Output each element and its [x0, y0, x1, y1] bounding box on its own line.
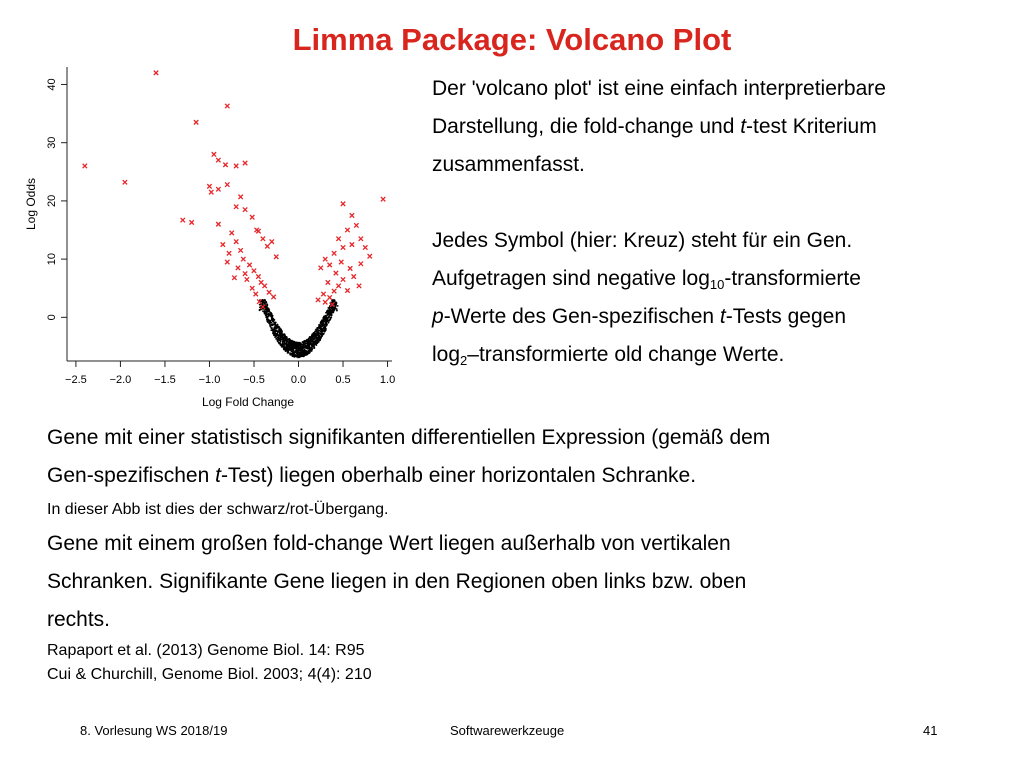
- nonsignificant-gene-point: [305, 346, 307, 348]
- significant-gene-cross: [354, 223, 358, 227]
- nonsignificant-gene-point: [299, 344, 301, 346]
- nonsignificant-gene-point: [288, 339, 290, 341]
- note-line: In dieser Abb ist dies der schwarz/rot-Übergang.: [47, 501, 389, 518]
- significant-gene-cross: [254, 292, 258, 296]
- nonsignificant-gene-point: [318, 325, 320, 327]
- nonsignificant-gene-point: [273, 334, 275, 336]
- spacer: [432, 184, 886, 222]
- footer-course: Softwarewerkzeuge: [450, 723, 565, 738]
- nonsignificant-gene-point: [332, 301, 334, 303]
- significant-gene-cross: [236, 266, 240, 270]
- nonsignificant-gene-point: [309, 352, 311, 354]
- slide-title: Limma Package: Volcano Plot: [292, 22, 732, 57]
- symbols-line-1: Jedes Symbol (hier: Kreuz) steht für ein Gen.: [432, 229, 853, 252]
- nonsignificant-gene-point: [330, 317, 332, 319]
- nonsignificant-gene-point: [289, 348, 291, 350]
- significant-gene-cross: [216, 222, 220, 226]
- significant-gene-cross: [181, 218, 185, 222]
- x-tick-label: −1.5: [154, 374, 176, 386]
- nonsignificant-gene-point: [283, 348, 285, 350]
- nonsignificant-gene-point: [304, 354, 306, 356]
- significant-gene-cross: [123, 180, 127, 184]
- nonsignificant-gene-point: [313, 333, 315, 335]
- nonsignificant-gene-point: [308, 341, 310, 343]
- significant-gene-cross: [207, 184, 211, 188]
- significant-gene-cross: [341, 202, 345, 206]
- x-tick-label: −2.5: [65, 374, 87, 386]
- nonsignificant-gene-point: [332, 307, 334, 309]
- nonsignificant-gene-point: [324, 318, 326, 320]
- reference-2: Cui & Churchill, Genome Biol. 2003; 4(4): 210: [47, 666, 372, 683]
- nonsignificant-gene-point: [331, 313, 333, 315]
- nonsignificant-gene-point: [291, 353, 293, 355]
- nonsignificant-gene-point: [310, 341, 312, 343]
- significant-gene-cross: [341, 277, 345, 281]
- nonsignificant-gene-point: [277, 332, 279, 334]
- intro-line-1: Der 'volcano plot' ist eine einfach interpretierbare: [432, 77, 886, 100]
- reference-1: Rapaport et al. (2013) Genome Biol. 14: R95: [47, 642, 365, 659]
- nonsignificant-gene-point: [321, 328, 323, 330]
- significant-gene-cross: [265, 244, 269, 248]
- nonsignificant-gene-point: [316, 332, 318, 334]
- significant-gene-cross: [225, 260, 229, 264]
- nonsignificant-gene-point: [259, 309, 261, 311]
- nonsignificant-gene-point: [269, 321, 271, 323]
- nonsignificant-gene-point: [292, 348, 294, 350]
- nonsignificant-gene-point: [271, 329, 273, 331]
- nonsignificant-gene-point: [276, 336, 278, 338]
- y-tick-label: 20: [46, 194, 58, 208]
- significant-gene-cross: [321, 292, 325, 296]
- nonsignificant-gene-point: [315, 342, 317, 344]
- nonsignificant-gene-point: [295, 342, 297, 344]
- significant-gene-cross: [243, 271, 247, 275]
- nonsignificant-gene-point: [279, 337, 281, 339]
- significant-gene-cross: [359, 262, 363, 266]
- nonsignificant-gene-point: [270, 312, 272, 314]
- symbols-line-2: Aufgetragen sind negative $\log_{10}$-transformierte: [432, 267, 861, 292]
- significant-gene-cross: [216, 158, 220, 162]
- significant-gene-cross: [234, 239, 238, 243]
- significant-gene-cross: [234, 164, 238, 168]
- nonsignificant-gene-point: [330, 311, 332, 313]
- nonsignificant-gene-point: [301, 347, 303, 349]
- significant-gene-cross: [238, 195, 242, 199]
- significant-gene-cross: [245, 277, 249, 281]
- significant-gene-cross: [339, 260, 343, 264]
- nonsignificant-gene-point: [298, 356, 300, 358]
- nonsignificant-gene-point: [294, 345, 296, 347]
- nonsignificant-gene-point: [270, 326, 272, 328]
- nonsignificant-gene-point: [286, 348, 288, 350]
- nonsignificant-gene-point: [266, 318, 268, 320]
- nonsignificant-gene-point: [270, 324, 272, 326]
- intro-line-3: zusammenfasst.: [432, 153, 585, 176]
- nonsignificant-gene-point: [311, 346, 313, 348]
- nonsignificant-gene-point: [299, 342, 301, 344]
- nonsignificant-gene-point: [303, 350, 305, 352]
- nonsignificant-gene-point: [300, 353, 302, 355]
- nonsignificant-gene-point: [266, 309, 268, 311]
- nonsignificant-gene-point: [267, 316, 269, 318]
- gene-sig-line-1: Gene mit einer statistisch signifikanten differentiellen Expression (gemäß dem: [47, 426, 771, 449]
- nonsignificant-gene-point: [280, 329, 282, 331]
- significant-gene-cross: [256, 229, 260, 233]
- nonsignificant-gene-point: [313, 341, 315, 343]
- x-tick-label: 1.0: [379, 374, 396, 386]
- nonsignificant-gene-point: [297, 349, 299, 351]
- gene-fc-line-3: rechts.: [47, 608, 111, 631]
- nonsignificant-gene-point: [303, 346, 305, 348]
- nonsignificant-gene-point: [314, 344, 316, 346]
- significant-gene-cross: [212, 152, 216, 156]
- nonsignificant-gene-point: [317, 339, 319, 341]
- nonsignificant-gene-point: [305, 343, 307, 345]
- nonsignificant-gene-point: [332, 312, 334, 314]
- nonsignificant-gene-point: [268, 309, 270, 311]
- nonsignificant-gene-point: [309, 347, 311, 349]
- symbols-line-3: p-Werte des Gen-spezifischen t-Tests gegen: [432, 305, 847, 328]
- nonsignificant-gene-point: [273, 332, 275, 334]
- nonsignificant-gene-point: [272, 324, 274, 326]
- significant-gene-cross: [336, 284, 340, 288]
- nonsignificant-gene-point: [283, 341, 285, 343]
- significant-gene-cross: [252, 269, 256, 273]
- nonsignificant-gene-point: [279, 342, 281, 344]
- nonsignificant-gene-point: [321, 320, 323, 322]
- significant-gene-cross: [270, 239, 274, 243]
- nonsignificant-gene-point: [291, 346, 293, 348]
- nonsignificant-gene-point: [310, 349, 312, 351]
- nonsignificant-gene-point: [268, 314, 270, 316]
- explanation-text-block: [47, 419, 770, 687]
- nonsignificant-gene-point: [303, 351, 305, 353]
- nonsignificant-gene-point: [314, 338, 316, 340]
- gene-fc-line-2: Schranken. Signifikante Gene liegen in den Regionen oben links bzw. oben: [47, 570, 747, 593]
- nonsignificant-gene-point: [273, 319, 275, 321]
- nonsignificant-gene-point: [307, 344, 309, 346]
- nonsignificant-gene-point: [275, 322, 277, 324]
- nonsignificant-gene-point: [267, 321, 269, 323]
- significant-gene-cross: [262, 284, 266, 288]
- significant-gene-cross: [326, 280, 330, 284]
- significant-gene-cross: [368, 254, 372, 258]
- nonsignificant-gene-point: [298, 351, 300, 353]
- nonsignificant-gene-point: [285, 345, 287, 347]
- symbols-line-4: $\log_2$–transformierte old change Werte.: [432, 343, 785, 368]
- nonsignificant-gene-point: [321, 323, 323, 325]
- nonsignificant-gene-point: [310, 338, 312, 340]
- nonsignificant-gene-point: [319, 327, 321, 329]
- nonsignificant-gene-point: [287, 351, 289, 353]
- significant-gene-cross: [381, 197, 385, 201]
- nonsignificant-gene-point: [266, 303, 268, 305]
- nonsignificant-gene-point: [295, 350, 297, 352]
- nonsignificant-gene-point: [318, 341, 320, 343]
- gene-fc-line-1: Gene mit einem großen fold-change Wert liegen außerhalb von vertikalen: [47, 532, 731, 555]
- nonsignificant-gene-point: [313, 335, 315, 337]
- significant-gene-cross: [350, 213, 354, 217]
- nonsignificant-gene-point: [265, 301, 267, 303]
- volcano-plot: [18, 58, 408, 410]
- nonsignificant-gene-point: [274, 324, 276, 326]
- nonsignificant-gene-point: [319, 336, 321, 338]
- nonsignificant-gene-point: [303, 343, 305, 345]
- x-axis-label: Log Fold Change: [201, 395, 295, 409]
- nonsignificant-gene-point: [275, 330, 277, 332]
- significant-gene-cross: [319, 266, 323, 270]
- significant-gene-cross: [341, 245, 345, 249]
- significant-gene-cross: [348, 266, 352, 270]
- significant-gene-cross: [323, 300, 327, 304]
- x-tick-label: 0.5: [335, 374, 351, 386]
- nonsignificant-gene-point: [312, 336, 314, 338]
- nonsignificant-gene-point: [312, 346, 314, 348]
- x-tick-label: −0.5: [243, 374, 265, 386]
- nonsignificant-gene-point: [334, 299, 336, 301]
- nonsignificant-gene-point: [307, 338, 309, 340]
- significant-gene-cross: [256, 274, 260, 278]
- significant-gene-cross: [350, 242, 354, 246]
- significant-gene-cross: [154, 71, 158, 75]
- significant-gene-cross: [323, 257, 327, 261]
- significant-gene-cross: [216, 187, 220, 191]
- significant-gene-cross: [247, 263, 251, 267]
- y-tick-label: 10: [46, 252, 58, 266]
- y-axis-label: Log Odds: [24, 177, 38, 231]
- nonsignificant-gene-point: [325, 316, 327, 318]
- significant-gene-cross: [194, 120, 198, 124]
- footer-page-number: 41: [923, 723, 938, 738]
- gene-sig-line-2: Gen-spezifischen t-Test) liegen oberhalb einer horizontalen Schranke.: [47, 464, 697, 487]
- nonsignificant-gene-point: [285, 343, 287, 345]
- nonsignificant-gene-point: [326, 318, 328, 320]
- nonsignificant-gene-point: [290, 340, 292, 342]
- nonsignificant-gene-point: [293, 352, 295, 354]
- nonsignificant-gene-point: [269, 311, 271, 313]
- significant-gene-cross: [316, 298, 320, 302]
- nonsignificant-gene-point: [303, 341, 305, 343]
- significant-gene-cross: [345, 228, 349, 232]
- significant-gene-cross: [352, 274, 356, 278]
- nonsignificant-gene-point: [320, 332, 322, 334]
- significant-gene-cross: [234, 205, 238, 209]
- y-tick-label: 0: [46, 314, 58, 321]
- significant-gene-cross: [357, 284, 361, 288]
- nonsignificant-gene-point: [317, 328, 319, 330]
- nonsignificant-gene-point: [277, 339, 279, 341]
- significant-gene-cross: [223, 163, 227, 167]
- nonsignificant-gene-point: [321, 326, 323, 328]
- significant-gene-cross: [250, 286, 254, 290]
- nonsignificant-gene-point: [282, 344, 284, 346]
- nonsignificant-gene-point: [291, 350, 293, 352]
- significant-gene-cross: [221, 242, 225, 246]
- nonsignificant-gene-point: [278, 330, 280, 332]
- nonsignificant-gene-point: [264, 299, 266, 301]
- nonsignificant-gene-point: [271, 316, 273, 318]
- nonsignificant-gene-point: [326, 323, 328, 325]
- significant-gene-cross: [327, 263, 331, 267]
- significant-gene-cross: [261, 237, 265, 241]
- significant-gene-cross: [227, 251, 231, 255]
- nonsignificant-gene-point: [259, 306, 261, 308]
- nonsignificant-gene-point: [279, 335, 281, 337]
- nonsignificant-gene-point: [275, 326, 277, 328]
- footer-lecture: 8. Vorlesung WS 2018/19: [80, 723, 228, 738]
- nonsignificant-gene-point: [297, 345, 299, 347]
- nonsignificant-gene-point: [275, 333, 277, 335]
- significant-gene-cross: [332, 289, 336, 293]
- nonsignificant-gene-point: [271, 327, 273, 329]
- significant-gene-cross: [243, 161, 247, 165]
- x-tick-label: −2.0: [109, 374, 132, 386]
- significant-gene-cross: [238, 248, 242, 252]
- nonsignificant-gene-point: [271, 318, 273, 320]
- nonsignificant-gene-point: [323, 326, 325, 328]
- intro-text-block: [432, 70, 886, 374]
- nonsignificant-gene-point: [325, 328, 327, 330]
- nonsignificant-gene-point: [302, 355, 304, 357]
- nonsignificant-gene-point: [265, 313, 267, 315]
- nonsignificant-gene-point: [290, 342, 292, 344]
- nonsignificant-gene-point: [287, 346, 289, 348]
- significant-gene-cross: [274, 255, 278, 259]
- nonsignificant-gene-point: [337, 305, 339, 307]
- significant-gene-cross: [334, 271, 338, 275]
- nonsignificant-gene-point: [289, 345, 291, 347]
- nonsignificant-gene-point: [284, 336, 286, 338]
- y-tick-label: 40: [46, 78, 58, 91]
- nonsignificant-gene-point: [315, 329, 317, 331]
- nonsignificant-gene-point: [300, 348, 302, 350]
- nonsignificant-gene-point: [328, 313, 330, 315]
- nonsignificant-gene-point: [280, 331, 282, 333]
- nonsignificant-gene-point: [261, 300, 263, 302]
- significant-gene-cross: [267, 290, 271, 294]
- nonsignificant-gene-point: [295, 355, 297, 357]
- nonsignificant-gene-point: [286, 341, 288, 343]
- nonsignificant-gene-point: [297, 347, 299, 349]
- intro-line-2: Darstellung, die fold-change und t-test Kriterium: [432, 115, 877, 138]
- significant-gene-cross: [209, 190, 213, 194]
- significant-gene-cross: [243, 207, 247, 211]
- nonsignificant-gene-point: [326, 314, 328, 316]
- nonsignificant-gene-point: [312, 338, 314, 340]
- nonsignificant-gene-point: [328, 320, 330, 322]
- significant-gene-cross: [327, 295, 331, 299]
- significant-gene-cross: [225, 182, 229, 186]
- significant-gene-cross: [250, 215, 254, 219]
- nonsignificant-gene-point: [265, 305, 267, 307]
- nonsignificant-gene-point: [324, 325, 326, 327]
- nonsignificant-gene-point: [278, 327, 280, 329]
- nonsignificant-gene-point: [287, 344, 289, 346]
- significant-gene-cross: [359, 237, 363, 241]
- significant-gene-cross: [332, 251, 336, 255]
- significant-gene-cross: [241, 257, 245, 261]
- nonsignificant-gene-point: [319, 330, 321, 332]
- significant-gene-cross: [225, 104, 229, 108]
- y-tick-label: 30: [46, 136, 58, 149]
- nonsignificant-gene-point: [293, 355, 295, 357]
- significant-gene-cross: [83, 164, 87, 168]
- nonsignificant-gene-point: [268, 323, 270, 325]
- nonsignificant-gene-point: [284, 333, 286, 335]
- significant-gene-cross: [363, 245, 367, 249]
- nonsignificant-gene-point: [324, 331, 326, 333]
- significant-gene-cross: [271, 295, 275, 299]
- significant-gene-cross: [232, 276, 236, 280]
- nonsignificant-gene-point: [326, 320, 328, 322]
- significant-gene-cross: [189, 220, 193, 224]
- x-tick-label: 0.0: [290, 374, 307, 386]
- significant-gene-cross: [336, 237, 340, 241]
- nonsignificant-gene-point: [315, 330, 317, 332]
- nonsignificant-gene-point: [265, 311, 267, 313]
- nonsignificant-gene-point: [327, 310, 329, 312]
- significant-gene-cross: [230, 231, 234, 235]
- significant-gene-cross: [345, 288, 349, 292]
- nonsignificant-gene-point: [336, 302, 338, 304]
- nonsignificant-gene-point: [281, 333, 283, 335]
- x-tick-label: −1.0: [198, 374, 221, 386]
- nonsignificant-gene-point: [275, 338, 277, 340]
- nonsignificant-gene-point: [276, 324, 278, 326]
